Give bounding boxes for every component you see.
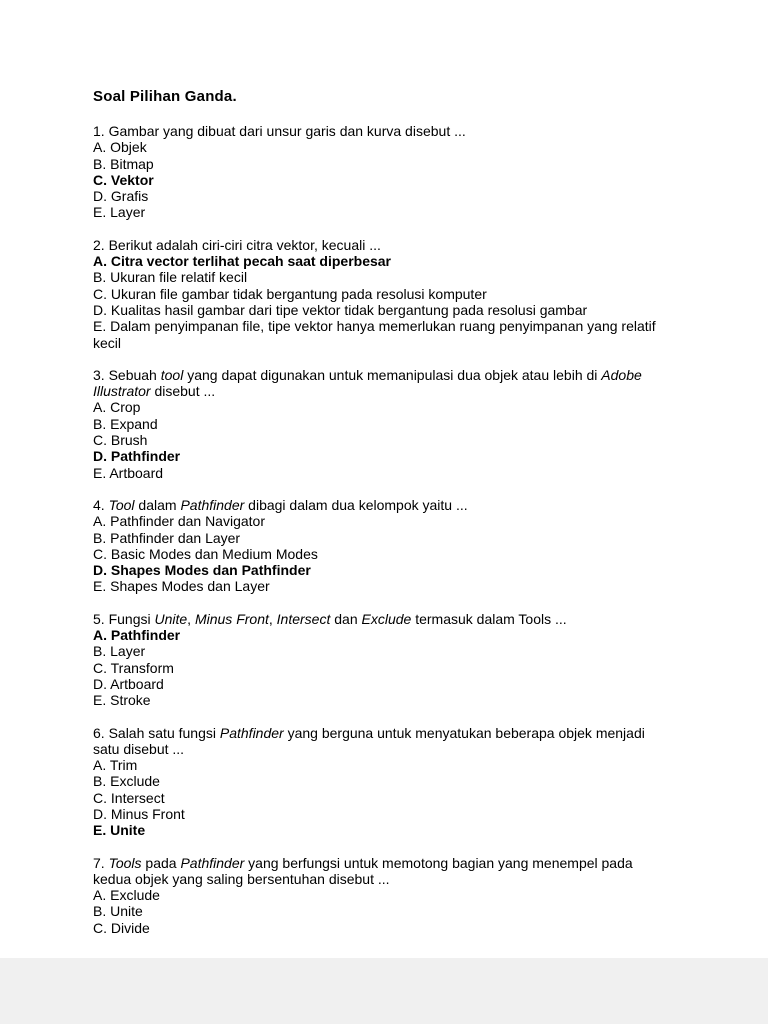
- viewer-background-strip: [0, 958, 768, 1024]
- option-line: B. Expand: [93, 415, 158, 432]
- question-text-segment: ,: [187, 610, 195, 627]
- option-line: D. Kualitas hasil gambar dari tipe vektor tidak bergantung pada resolusi gambar: [93, 301, 588, 318]
- option-line: E. Shapes Modes dan Layer: [93, 578, 270, 595]
- question-text: [93, 855, 673, 888]
- option-line: A. Objek: [93, 139, 147, 156]
- option-line-answer: D. Pathfinder: [93, 448, 181, 465]
- option-line-answer: C. Vektor: [93, 171, 154, 188]
- option-line: B. Pathfinder dan Layer: [93, 529, 241, 546]
- option-line: D. Grafis: [93, 188, 149, 205]
- question-text-segment: dibagi dalam dua kelompok yaitu ...: [244, 496, 468, 513]
- option-line: D. Minus Front: [93, 805, 185, 822]
- question-text-italic-segment: Minus Front: [194, 610, 269, 627]
- option-line: C. Brush: [93, 432, 148, 449]
- question-text: [93, 237, 673, 253]
- question-text-segment: 2. Berikut adalah ciri-ciri citra vektor, kecuali ...: [93, 236, 381, 253]
- question-block: [93, 855, 673, 936]
- option-line: C. Transform: [93, 659, 174, 676]
- question-block: [93, 367, 673, 481]
- option-line-answer: A. Citra vector terlihat pecah saat diperbesar: [93, 253, 391, 270]
- question-text-segment: 5. Fungsi: [93, 610, 155, 627]
- option-line: A. Pathfinder dan Navigator: [93, 513, 265, 530]
- option-line: A. Exclude: [93, 887, 160, 904]
- option-line: C. Divide: [93, 919, 150, 936]
- question-text-segment: disebut ...: [150, 383, 216, 400]
- option-line: E. Stroke: [93, 692, 151, 709]
- question-text-segment: termasuk dalam Tools ...: [411, 610, 567, 627]
- question-text-italic-segment: Pathfinder: [219, 724, 284, 741]
- question-text: [93, 497, 673, 513]
- option-line: E. Artboard: [93, 464, 164, 481]
- document-content: [93, 88, 673, 952]
- question-text-segment: 3. Sebuah: [93, 366, 161, 383]
- question-text-segment: dan: [330, 610, 362, 627]
- question-text: [93, 611, 673, 627]
- option-line: B. Bitmap: [93, 155, 154, 172]
- question-text-italic-segment: Exclude: [361, 610, 412, 627]
- option-line: B. Ukuran file relatif kecil: [93, 269, 248, 286]
- option-line: D. Artboard: [93, 675, 164, 692]
- page-title: Soal Pilihan Ganda.: [93, 88, 237, 105]
- question-block: [93, 237, 673, 351]
- question-text-italic-segment: Tool: [108, 496, 135, 513]
- option-line-answer: D. Shapes Modes dan Pathfinder: [93, 562, 311, 579]
- option-line: C. Basic Modes dan Medium Modes: [93, 545, 318, 562]
- option-line-answer: A. Pathfinder: [93, 627, 181, 644]
- option-line-answer: E. Unite: [93, 822, 146, 839]
- option-line: B. Unite: [93, 903, 143, 920]
- option-line: E. Dalam penyimpanan file, tipe vektor hanya memerlukan ruang penyimpanan yang relatif kecil: [93, 318, 656, 351]
- option-line: A. Crop: [93, 399, 141, 416]
- question-text-segment: dalam: [134, 496, 181, 513]
- question-text-italic-segment: Pathfinder: [180, 496, 245, 513]
- question-block: [93, 611, 673, 709]
- option-line: E. Layer: [93, 204, 146, 221]
- question-text-italic-segment: Unite: [154, 610, 188, 627]
- question-text-segment: pada: [141, 854, 181, 871]
- question-text-italic-segment: Pathfinder: [180, 854, 245, 871]
- option-line: C. Ukuran file gambar tidak bergantung pada resolusi komputer: [93, 285, 487, 302]
- option-line: B. Layer: [93, 643, 146, 660]
- question-text: [93, 725, 673, 758]
- question-text-italic-segment: tool: [160, 366, 184, 383]
- question-text-italic-segment: Intersect: [276, 610, 331, 627]
- question-text-segment: 4.: [93, 496, 109, 513]
- question-text-segment: 6. Salah satu fungsi: [93, 724, 220, 741]
- question-text: [93, 367, 673, 400]
- question-text-italic-segment: Adobe Illustrator: [93, 366, 642, 400]
- question-text-segment: yang berfungsi untuk memotong bagian yang menempel pada kedua objek yang saling bersentuhan disebut ...: [93, 854, 633, 887]
- question-block: [93, 497, 673, 595]
- option-line: A. Trim: [93, 757, 138, 774]
- option-line: B. Exclude: [93, 773, 160, 790]
- question-block: [93, 725, 673, 839]
- option-line: C. Intersect: [93, 789, 165, 806]
- question-text: [93, 123, 673, 139]
- question-block: [93, 123, 673, 221]
- question-text-segment: 1. Gambar yang dibuat dari unsur garis dan kurva disebut ...: [93, 123, 466, 139]
- questions-list: [93, 123, 673, 936]
- question-text-segment: yang dapat digunakan untuk memanipulasi dua objek atau lebih di: [183, 366, 602, 383]
- question-text-segment: ,: [268, 610, 277, 627]
- question-text-segment: yang berguna untuk menyatukan beberapa objek menjadi satu disebut ...: [93, 724, 645, 757]
- question-text-italic-segment: Tools: [108, 854, 142, 871]
- question-text-segment: 7.: [93, 854, 109, 871]
